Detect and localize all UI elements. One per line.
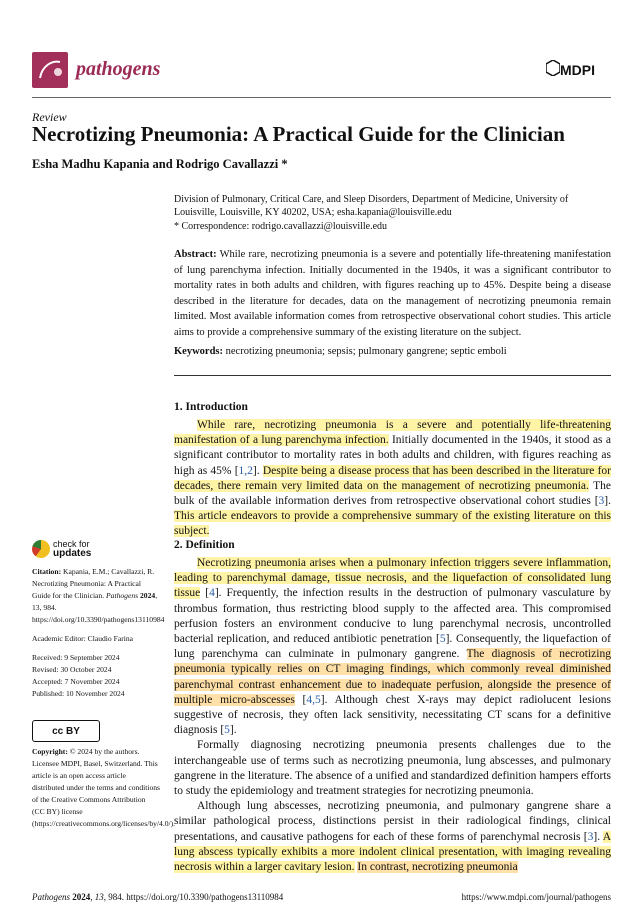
text-span: ]. Although chest X-rays may depict radiolucent lesions suggestive of necrosis, they often lack sensitivity, necessitating CT scans for a definitive diagnosis [ (174, 693, 611, 737)
text-span: Pathogens (106, 591, 139, 600)
header-divider (32, 97, 611, 98)
paragraph: Formally diagnosing necrotizing pneumonia presents challenges due to the interchangeable use of terms such as necrotizing pneumonia, lung abscesses, and pulmonary gangrene in the literature. The absence of a unified and standardized definition hampers efforts to study the epidemiology and treatment strategies for necrotizing pneumonia. (174, 739, 611, 798)
text-span: ]. (593, 830, 603, 843)
highlight: The diagnosis of necrotizing pneumonia typically relies on CT imaging findings, which commonly reveal diminished parenchymal contrast enhancement due to inadequate perfusion, alongside the presence of multiple micro-abscesses (174, 648, 611, 706)
check-for-updates-icon[interactable] (32, 540, 50, 558)
text-span: ]. (252, 464, 263, 477)
text-span: 2024 (138, 591, 156, 600)
footer-citation (32, 892, 283, 902)
mdpi-logo-icon (546, 60, 560, 76)
citation-link[interactable]: 3 (598, 495, 605, 508)
text-span: 2024 (70, 892, 91, 902)
article-title: Necrotizing Pneumonia: A Practical Guide for the Clinician (32, 122, 565, 146)
authors: Esha Madhu Kapania and Rodrigo Cavallazzi * (32, 157, 288, 171)
section-heading-introduction: 1. Introduction (174, 401, 248, 413)
keywords-label: Keywords: (174, 346, 223, 357)
citation-link[interactable]: 5 (439, 633, 446, 646)
citation (32, 566, 165, 626)
section-heading-definition: 2. Definition (174, 539, 235, 551)
article-info-sidebar (32, 566, 165, 700)
text-span: , 984. https://doi.org/10.3390/pathogens13110984 (103, 892, 284, 902)
abstract (174, 247, 611, 341)
publisher-name: MDPI (560, 62, 595, 78)
text-span: Kapania, E.M.; Cavallazzi, R. Necrotizing Pneumonia: A Practical Guide for the Clinician. (32, 567, 155, 600)
accepted-date: Accepted: 7 November 2024 (32, 677, 120, 686)
highlight: In contrast, necrotizing pneumonia (357, 861, 518, 874)
footer-journal-url[interactable]: https://www.mdpi.com/journal/pathogens (461, 892, 611, 902)
citation-link[interactable]: 4 (209, 587, 215, 600)
highlight: This article endeavors to provide a comprehensive summary of the existing literature on this subject. (174, 510, 611, 538)
text-span: ]. (229, 724, 237, 737)
text-span: Although lung abscesses, necrotizing pneumonia, and pulmonary gangrene share a similar pathological process, distinctions persist in their radiological findings, clinical presentations, and causative pathogens for each of these forms of parenchymal necrosis [ (174, 800, 611, 843)
highlight: While rare, necrotizing pneumonia is a severe and potentially life-threatening manifestation of a lung parenchyma infection. (174, 419, 611, 447)
journal-logo-icon (32, 52, 68, 88)
abstract-divider (174, 375, 611, 376)
copyright-label: Copyright: (32, 747, 68, 756)
paragraph (174, 799, 611, 875)
definition-body (174, 556, 611, 875)
abstract-text: While rare, necrotizing pneumonia is a severe and potentially life-threatening manifestation of lung parenchyma infection. Initially documented in the 1940s, it was a significant contributor to mortality rates in both adults and children, with figures reaching up to 45%. Despite being a disease described in the literature for decades, data on the management of necrotizing pneumonia remain limited. Most available information comes from retrospective observational cohort studies. This article aims to provide a comprehensive summary of the existing literature on the subject. (174, 249, 611, 338)
copyright-notice (32, 746, 176, 830)
text-span: , 13 (90, 892, 104, 902)
check-for-updates-link[interactable] (53, 540, 91, 558)
affiliation: Division of Pulmonary, Critical Care, and Sleep Disorders, Department of Medicine, University of Louisville, Louisville, KY 40202, USA; esha.kapania@louisville.edu (174, 194, 569, 218)
academic-editor: Academic Editor: Claudio Farina (32, 634, 134, 643)
text-span: ]. Frequently, the infection results in the destruction of pulmonary vasculature by thrombus formation, thus restricting blood supply to the affected area. This compromised perfusion fosters an environment conducive to lung parenchymal necrosis, uncontrolled bacterial replication, and reduced antibiotic penetration [ (174, 587, 611, 646)
journal-name: pathogens (76, 58, 161, 80)
published-date: Published: 10 November 2024 (32, 689, 125, 698)
text-span: The bulk of the available information derives from retrospective observational cohort studies [ (174, 479, 611, 508)
abstract-label: Abstract: (174, 249, 217, 260)
text-span: © 2024 by the authors. Licensee MDPI, Basel, Switzerland. This article is an open access article distributed under the terms and conditions of the Creative Commons Attribution (CC BY) license (https://creativecommons.org/licenses/by/4.0/). (32, 747, 176, 828)
highlight: Despite being a disease process that has been described in the literature for decades, there remain very limited data on the management of necrotizing pneumonia. (174, 464, 612, 492)
article-type: Review (32, 110, 67, 124)
paragraph (174, 418, 611, 540)
received-date: Received: 9 September 2024 (32, 653, 120, 662)
citation-link[interactable]: 4,5 (306, 693, 321, 706)
cc-by-license-icon[interactable]: cc BY (32, 720, 100, 742)
keywords (174, 346, 611, 357)
citation-link[interactable]: 3 (587, 830, 594, 843)
text-span: [ (200, 587, 210, 600)
paragraph (174, 556, 611, 738)
check-line: check for (53, 539, 90, 549)
text-span: [ (294, 693, 307, 706)
citation-link[interactable]: 1,2 (238, 464, 253, 477)
correspondence: * Correspondence: rodrigo.cavallazzi@louisville.edu (174, 221, 388, 232)
check-line: updates (53, 548, 92, 559)
text-span: ]. (604, 495, 611, 508)
introduction-body (174, 418, 611, 540)
text-span: Pathogens (32, 892, 70, 902)
citation-link[interactable]: 5 (224, 724, 230, 737)
highlight: A lung abscess typically exhibits a more indolent clinical presentation, with imaging revealing necrosis within a larger cavitary lesion. (174, 830, 611, 874)
text-span: ]. Consequently, the liquefaction of lung parenchyma can culminate in pulmonary gangrene. (174, 633, 611, 661)
keywords-text: necrotizing pneumonia; sepsis; pulmonary gangrene; septic emboli (225, 346, 507, 357)
highlight: Necrotizing pneumonia arises when a pulmonary infection triggers severe inflammation, leading to parenchymal damage, tissue necrosis, and the liquefaction of consolidated lung tissue (174, 557, 611, 600)
text-span: , 13, 984. https://doi.org/10.3390/pathogens13110984 (32, 591, 165, 624)
revised-date: Revised: 30 October 2024 (32, 665, 112, 674)
text-span: Initially documented in the 1940s, it stood as a significant contributor to mortality rates in both adults and children, with figures reaching as high as 45% [ (174, 434, 612, 477)
citation-label: Citation: (32, 567, 62, 576)
